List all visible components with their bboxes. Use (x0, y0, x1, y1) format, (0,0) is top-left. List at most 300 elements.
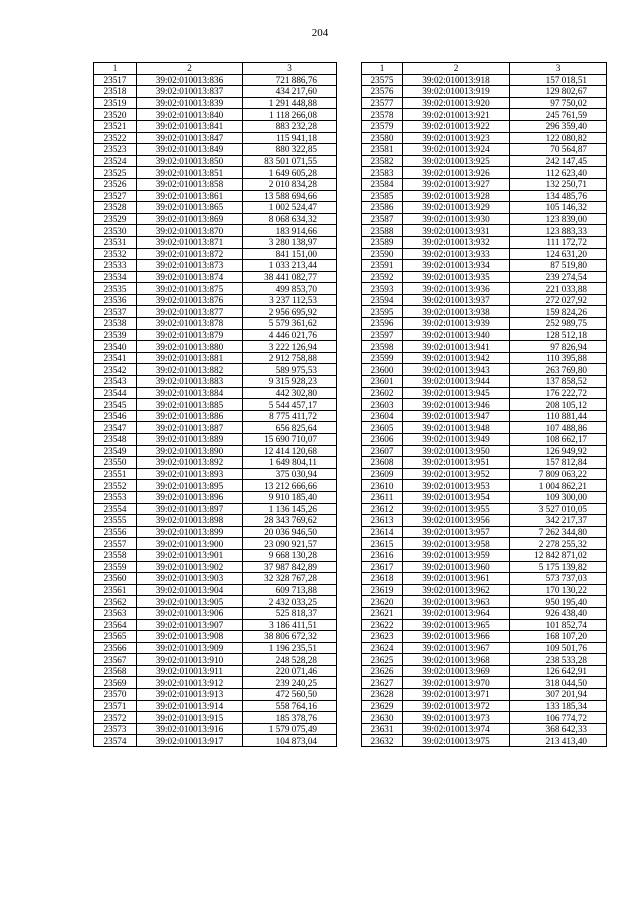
column-header-cadastral-number: 2 (403, 63, 510, 75)
cadastral-value: 239 274,54 (510, 271, 607, 283)
table-row (94, 607, 337, 619)
cadastral-number: 39:02:010013:850 (137, 155, 243, 167)
row-number: 23627 (362, 677, 403, 689)
row-number: 23583 (362, 167, 403, 179)
table-row (362, 503, 607, 515)
table-row (362, 607, 607, 619)
row-number: 23629 (362, 700, 403, 712)
cadastral-number: 39:02:010013:935 (403, 271, 510, 283)
cadastral-value: 12 842 871,02 (510, 549, 607, 561)
cadastral-value: 105 146,32 (510, 202, 607, 214)
cadastral-value: 263 769,80 (510, 364, 607, 376)
cadastral-number: 39:02:010013:958 (403, 538, 510, 550)
cadastral-number: 39:02:010013:954 (403, 491, 510, 503)
table-row (362, 120, 607, 132)
row-number: 23619 (362, 584, 403, 596)
cadastral-value: 1 649 804,11 (243, 457, 337, 469)
table-row (94, 190, 337, 202)
table-row (94, 549, 337, 561)
cadastral-value: 87 519,80 (510, 260, 607, 272)
table-row (94, 376, 337, 388)
cadastral-value: 926 438,40 (510, 607, 607, 619)
row-number: 23612 (362, 503, 403, 515)
cadastral-number: 39:02:010013:952 (403, 468, 510, 480)
cadastral-value: 442 302,80 (243, 387, 337, 399)
row-number: 23600 (362, 364, 403, 376)
table-row (94, 213, 337, 225)
row-number: 23596 (362, 318, 403, 330)
cadastral-number: 39:02:010013:956 (403, 515, 510, 527)
cadastral-number: 39:02:010013:875 (137, 283, 243, 295)
cadastral-value: 609 713,88 (243, 584, 337, 596)
row-number: 23581 (362, 144, 403, 156)
row-number: 23597 (362, 329, 403, 341)
cadastral-value: 342 217,37 (510, 515, 607, 527)
column-header-cadastral-number: 2 (137, 63, 243, 75)
row-number: 23603 (362, 399, 403, 411)
cadastral-value: 170 130,22 (510, 584, 607, 596)
row-number: 23533 (94, 260, 137, 272)
cadastral-value: 38 806 672,32 (243, 631, 337, 643)
cadastral-value: 221 033,88 (510, 283, 607, 295)
row-number: 23617 (362, 561, 403, 573)
cadastral-number: 39:02:010013:905 (137, 596, 243, 608)
row-number: 23531 (94, 236, 137, 248)
row-number: 23535 (94, 283, 137, 295)
row-number: 23532 (94, 248, 137, 260)
cadastral-number: 39:02:010013:944 (403, 376, 510, 388)
row-number: 23591 (362, 260, 403, 272)
table-row (94, 457, 337, 469)
cadastral-value: 1 004 862,21 (510, 480, 607, 492)
cadastral-value: 8 068 634,32 (243, 213, 337, 225)
cadastral-value: 134 485,76 (510, 190, 607, 202)
cadastral-number: 39:02:010013:915 (137, 712, 243, 724)
cadastral-value: 101 852,74 (510, 619, 607, 631)
cadastral-number: 39:02:010013:955 (403, 503, 510, 515)
cadastral-value: 185 378,76 (243, 712, 337, 724)
cadastral-value: 252 989,75 (510, 318, 607, 330)
cadastral-number: 39:02:010013:908 (137, 631, 243, 643)
cadastral-value: 4 446 021,76 (243, 329, 337, 341)
cadastral-number: 39:02:010013:931 (403, 225, 510, 237)
table-header-row (362, 63, 607, 75)
cadastral-number: 39:02:010013:929 (403, 202, 510, 214)
cadastral-value: 558 764,16 (243, 700, 337, 712)
cadastral-value: 28 343 769,62 (243, 515, 337, 527)
cadastral-value: 721 886,76 (243, 74, 337, 86)
cadastral-value: 1 136 145,26 (243, 503, 337, 515)
cadastral-number: 39:02:010013:883 (137, 376, 243, 388)
table-row (362, 723, 607, 735)
row-number: 23553 (94, 491, 137, 503)
cadastral-value: 1 649 605,28 (243, 167, 337, 179)
row-number: 23522 (94, 132, 137, 144)
row-number: 23587 (362, 213, 403, 225)
cadastral-number: 39:02:010013:882 (137, 364, 243, 376)
table-row (94, 341, 337, 353)
cadastral-value: 1 118 266,08 (243, 109, 337, 121)
cadastral-value: 97 750,02 (510, 97, 607, 109)
table-row (94, 503, 337, 515)
cadastral-number: 39:02:010013:871 (137, 236, 243, 248)
cadastral-number: 39:02:010013:910 (137, 654, 243, 666)
table-row (94, 271, 337, 283)
cadastral-number: 39:02:010013:959 (403, 549, 510, 561)
cadastral-number: 39:02:010013:966 (403, 631, 510, 643)
cadastral-value: 272 027,92 (510, 294, 607, 306)
cadastral-number: 39:02:010013:897 (137, 503, 243, 515)
row-number: 23578 (362, 109, 403, 121)
cadastral-number: 39:02:010013:934 (403, 260, 510, 272)
table-row (94, 677, 337, 689)
cadastral-number: 39:02:010013:909 (137, 642, 243, 654)
table-row (94, 712, 337, 724)
cadastral-value: 1 579 075,49 (243, 723, 337, 735)
cadastral-value: 23 090 921,57 (243, 538, 337, 550)
cadastral-value: 13 212 666,66 (243, 480, 337, 492)
table-row (94, 318, 337, 330)
row-number: 23526 (94, 178, 137, 190)
row-number: 23575 (362, 74, 403, 86)
row-number: 23588 (362, 225, 403, 237)
cadastral-value: 70 564,87 (510, 144, 607, 156)
cadastral-number: 39:02:010013:870 (137, 225, 243, 237)
cadastral-number: 39:02:010013:924 (403, 144, 510, 156)
cadastral-value: 176 222,72 (510, 387, 607, 399)
row-number: 23539 (94, 329, 137, 341)
row-number: 23527 (94, 190, 137, 202)
cadastral-number: 39:02:010013:851 (137, 167, 243, 179)
cadastral-value: 9 668 130,28 (243, 549, 337, 561)
cadastral-value: 110 881,44 (510, 410, 607, 422)
cadastral-value: 83 501 071,55 (243, 155, 337, 167)
table-row (94, 422, 337, 434)
cadastral-value: 128 512,18 (510, 329, 607, 341)
table-row (94, 515, 337, 527)
table-row (362, 735, 607, 747)
cadastral-value: 5 175 139,82 (510, 561, 607, 573)
cadastral-number: 39:02:010013:916 (137, 723, 243, 735)
cadastral-value: 5 544 457,17 (243, 399, 337, 411)
table-row (362, 318, 607, 330)
table-row (94, 596, 337, 608)
row-number: 23582 (362, 155, 403, 167)
column-header-number: 1 (94, 63, 137, 75)
table-row (362, 410, 607, 422)
cadastral-number: 39:02:010013:965 (403, 619, 510, 631)
row-number: 23528 (94, 202, 137, 214)
table-row (94, 86, 337, 98)
cadastral-value: 3 280 138,97 (243, 236, 337, 248)
cadastral-value: 104 873,04 (243, 735, 337, 747)
cadastral-number: 39:02:010013:920 (403, 97, 510, 109)
cadastral-number: 39:02:010013:840 (137, 109, 243, 121)
cadastral-number: 39:02:010013:932 (403, 236, 510, 248)
row-number: 23605 (362, 422, 403, 434)
table-row (94, 735, 337, 747)
page-number: 204 (311, 27, 329, 39)
cadastral-value: 375 030,94 (243, 468, 337, 480)
cadastral-number: 39:02:010013:938 (403, 306, 510, 318)
cadastral-value: 183 914,66 (243, 225, 337, 237)
cadastral-number: 39:02:010013:902 (137, 561, 243, 573)
row-number: 23544 (94, 387, 137, 399)
table-row (362, 573, 607, 585)
cadastral-value: 434 217,60 (243, 86, 337, 98)
row-number: 23602 (362, 387, 403, 399)
row-number: 23565 (94, 631, 137, 643)
cadastral-value: 883 232,28 (243, 120, 337, 132)
table-row (362, 352, 607, 364)
row-number: 23590 (362, 248, 403, 260)
cadastral-value: 3 222 126,94 (243, 341, 337, 353)
cadastral-value: 108 662,17 (510, 434, 607, 446)
cadastral-number: 39:02:010013:849 (137, 144, 243, 156)
table-row (94, 364, 337, 376)
cadastral-number: 39:02:010013:925 (403, 155, 510, 167)
table-row (362, 596, 607, 608)
cadastral-value: 2 010 834,28 (243, 178, 337, 190)
cadastral-number: 39:02:010013:923 (403, 132, 510, 144)
row-number: 23625 (362, 654, 403, 666)
row-number: 23530 (94, 225, 137, 237)
cadastral-number: 39:02:010013:911 (137, 665, 243, 677)
cadastral-number: 39:02:010013:939 (403, 318, 510, 330)
cadastral-value: 3 527 010,05 (510, 503, 607, 515)
table-row (362, 689, 607, 701)
table-row (362, 526, 607, 538)
row-number: 23529 (94, 213, 137, 225)
table-row (362, 445, 607, 457)
row-number: 23568 (94, 665, 137, 677)
table-row (362, 654, 607, 666)
cadastral-number: 39:02:010013:974 (403, 723, 510, 735)
cadastral-value: 9 315 928,23 (243, 376, 337, 388)
cadastral-number: 39:02:010013:874 (137, 271, 243, 283)
table-row (94, 109, 337, 121)
row-number: 23538 (94, 318, 137, 330)
row-number: 23543 (94, 376, 137, 388)
row-number: 23551 (94, 468, 137, 480)
cadastral-value: 296 359,40 (510, 120, 607, 132)
row-number: 23594 (362, 294, 403, 306)
row-number: 23537 (94, 306, 137, 318)
cadastral-value: 242 147,45 (510, 155, 607, 167)
row-number: 23534 (94, 271, 137, 283)
row-number: 23566 (94, 642, 137, 654)
row-number: 23523 (94, 144, 137, 156)
cadastral-value: 5 579 361,62 (243, 318, 337, 330)
row-number: 23571 (94, 700, 137, 712)
cadastral-number: 39:02:010013:948 (403, 422, 510, 434)
cadastral-value: 950 195,40 (510, 596, 607, 608)
cadastral-number: 39:02:010013:933 (403, 248, 510, 260)
cadastral-number: 39:02:010013:841 (137, 120, 243, 132)
row-number: 23550 (94, 457, 137, 469)
row-number: 23592 (362, 271, 403, 283)
table-row (362, 468, 607, 480)
cadastral-number: 39:02:010013:903 (137, 573, 243, 585)
table-row (94, 561, 337, 573)
cadastral-number: 39:02:010013:917 (137, 735, 243, 747)
cadastral-value: 111 172,72 (510, 236, 607, 248)
cadastral-number: 39:02:010013:873 (137, 260, 243, 272)
cadastral-number: 39:02:010013:927 (403, 178, 510, 190)
row-number: 23584 (362, 178, 403, 190)
row-number: 23622 (362, 619, 403, 631)
row-number: 23556 (94, 526, 137, 538)
row-number: 23615 (362, 538, 403, 550)
cadastral-value: 368 642,33 (510, 723, 607, 735)
row-number: 23555 (94, 515, 137, 527)
cadastral-number: 39:02:010013:945 (403, 387, 510, 399)
row-number: 23620 (362, 596, 403, 608)
table-row (362, 213, 607, 225)
table-row (362, 86, 607, 98)
table-row (94, 306, 337, 318)
cadastral-number: 39:02:010013:906 (137, 607, 243, 619)
table-row (94, 538, 337, 550)
cadastral-number: 39:02:010013:893 (137, 468, 243, 480)
cadastral-number: 39:02:010013:861 (137, 190, 243, 202)
table-row (362, 190, 607, 202)
row-number: 23573 (94, 723, 137, 735)
column-header-number: 1 (362, 63, 403, 75)
row-number: 23541 (94, 352, 137, 364)
table-row (94, 225, 337, 237)
table-row (94, 167, 337, 179)
table-row (362, 74, 607, 86)
row-number: 23585 (362, 190, 403, 202)
row-number: 23524 (94, 155, 137, 167)
cadastral-number: 39:02:010013:881 (137, 352, 243, 364)
cadastral-value: 318 044,50 (510, 677, 607, 689)
table-row (362, 561, 607, 573)
cadastral-value: 1 033 213,44 (243, 260, 337, 272)
cadastral-value: 220 071,46 (243, 665, 337, 677)
table-row (94, 120, 337, 132)
table-row (94, 155, 337, 167)
cadastral-value: 123 883,33 (510, 225, 607, 237)
row-number: 23586 (362, 202, 403, 214)
cadastral-value: 129 802,67 (510, 86, 607, 98)
cadastral-value: 2 912 758,88 (243, 352, 337, 364)
cadastral-number: 39:02:010013:900 (137, 538, 243, 550)
cadastral-number: 39:02:010013:936 (403, 283, 510, 295)
table-row (362, 283, 607, 295)
cadastral-number: 39:02:010013:971 (403, 689, 510, 701)
row-number: 23628 (362, 689, 403, 701)
table-row (94, 445, 337, 457)
row-number: 23520 (94, 109, 137, 121)
cadastral-number: 39:02:010013:947 (403, 410, 510, 422)
table-header-row (94, 63, 337, 75)
cadastral-value: 157 018,51 (510, 74, 607, 86)
row-number: 23546 (94, 410, 137, 422)
row-number: 23623 (362, 631, 403, 643)
row-number: 23542 (94, 364, 137, 376)
table-row (94, 619, 337, 631)
cadastral-number: 39:02:010013:940 (403, 329, 510, 341)
table-row (94, 178, 337, 190)
cadastral-number: 39:02:010013:969 (403, 665, 510, 677)
table-row (362, 549, 607, 561)
cadastral-value: 32 328 767,28 (243, 573, 337, 585)
row-number: 23548 (94, 434, 137, 446)
cadastral-value: 525 818,37 (243, 607, 337, 619)
cadastral-number: 39:02:010013:879 (137, 329, 243, 341)
cadastral-number: 39:02:010013:937 (403, 294, 510, 306)
cadastral-number: 39:02:010013:960 (403, 561, 510, 573)
table-row (94, 74, 337, 86)
row-number: 23549 (94, 445, 137, 457)
cadastral-value: 248 528,28 (243, 654, 337, 666)
column-header-value: 3 (243, 63, 337, 75)
cadastral-number: 39:02:010013:961 (403, 573, 510, 585)
cadastral-value: 12 414 120,68 (243, 445, 337, 457)
row-number: 23599 (362, 352, 403, 364)
row-number: 23561 (94, 584, 137, 596)
cadastral-number: 39:02:010013:950 (403, 445, 510, 457)
cadastral-number: 39:02:010013:963 (403, 596, 510, 608)
table-row (94, 480, 337, 492)
cadastral-value: 109 501,76 (510, 642, 607, 654)
column-header-value: 3 (510, 63, 607, 75)
table-row (362, 422, 607, 434)
cadastral-number: 39:02:010013:878 (137, 318, 243, 330)
table-row (362, 677, 607, 689)
table-row (362, 341, 607, 353)
table-row (362, 619, 607, 631)
cadastral-value: 7 809 063,22 (510, 468, 607, 480)
table-row (362, 260, 607, 272)
row-number: 23579 (362, 120, 403, 132)
cadastral-number: 39:02:010013:839 (137, 97, 243, 109)
cadastral-value: 123 839,00 (510, 213, 607, 225)
row-number: 23525 (94, 167, 137, 179)
cadastral-table-left (93, 62, 337, 747)
table-row (94, 468, 337, 480)
table-row (362, 178, 607, 190)
cadastral-value: 880 322,85 (243, 144, 337, 156)
row-number: 23616 (362, 549, 403, 561)
cadastral-number: 39:02:010013:964 (403, 607, 510, 619)
table-row (362, 132, 607, 144)
cadastral-number: 39:02:010013:913 (137, 689, 243, 701)
cadastral-number: 39:02:010013:898 (137, 515, 243, 527)
table-row (94, 132, 337, 144)
table-row (362, 202, 607, 214)
cadastral-number: 39:02:010013:949 (403, 434, 510, 446)
table-row (362, 144, 607, 156)
cadastral-value: 132 250,71 (510, 178, 607, 190)
cadastral-number: 39:02:010013:890 (137, 445, 243, 457)
cadastral-number: 39:02:010013:847 (137, 132, 243, 144)
row-number: 23626 (362, 665, 403, 677)
cadastral-number: 39:02:010013:918 (403, 74, 510, 86)
cadastral-number: 39:02:010013:877 (137, 306, 243, 318)
cadastral-number: 39:02:010013:884 (137, 387, 243, 399)
cadastral-number: 39:02:010013:895 (137, 480, 243, 492)
table-row (362, 631, 607, 643)
cadastral-number: 39:02:010013:889 (137, 434, 243, 446)
cadastral-number: 39:02:010013:967 (403, 642, 510, 654)
cadastral-value: 841 151,00 (243, 248, 337, 260)
cadastral-number: 39:02:010013:942 (403, 352, 510, 364)
table-row (362, 329, 607, 341)
table-row (362, 434, 607, 446)
